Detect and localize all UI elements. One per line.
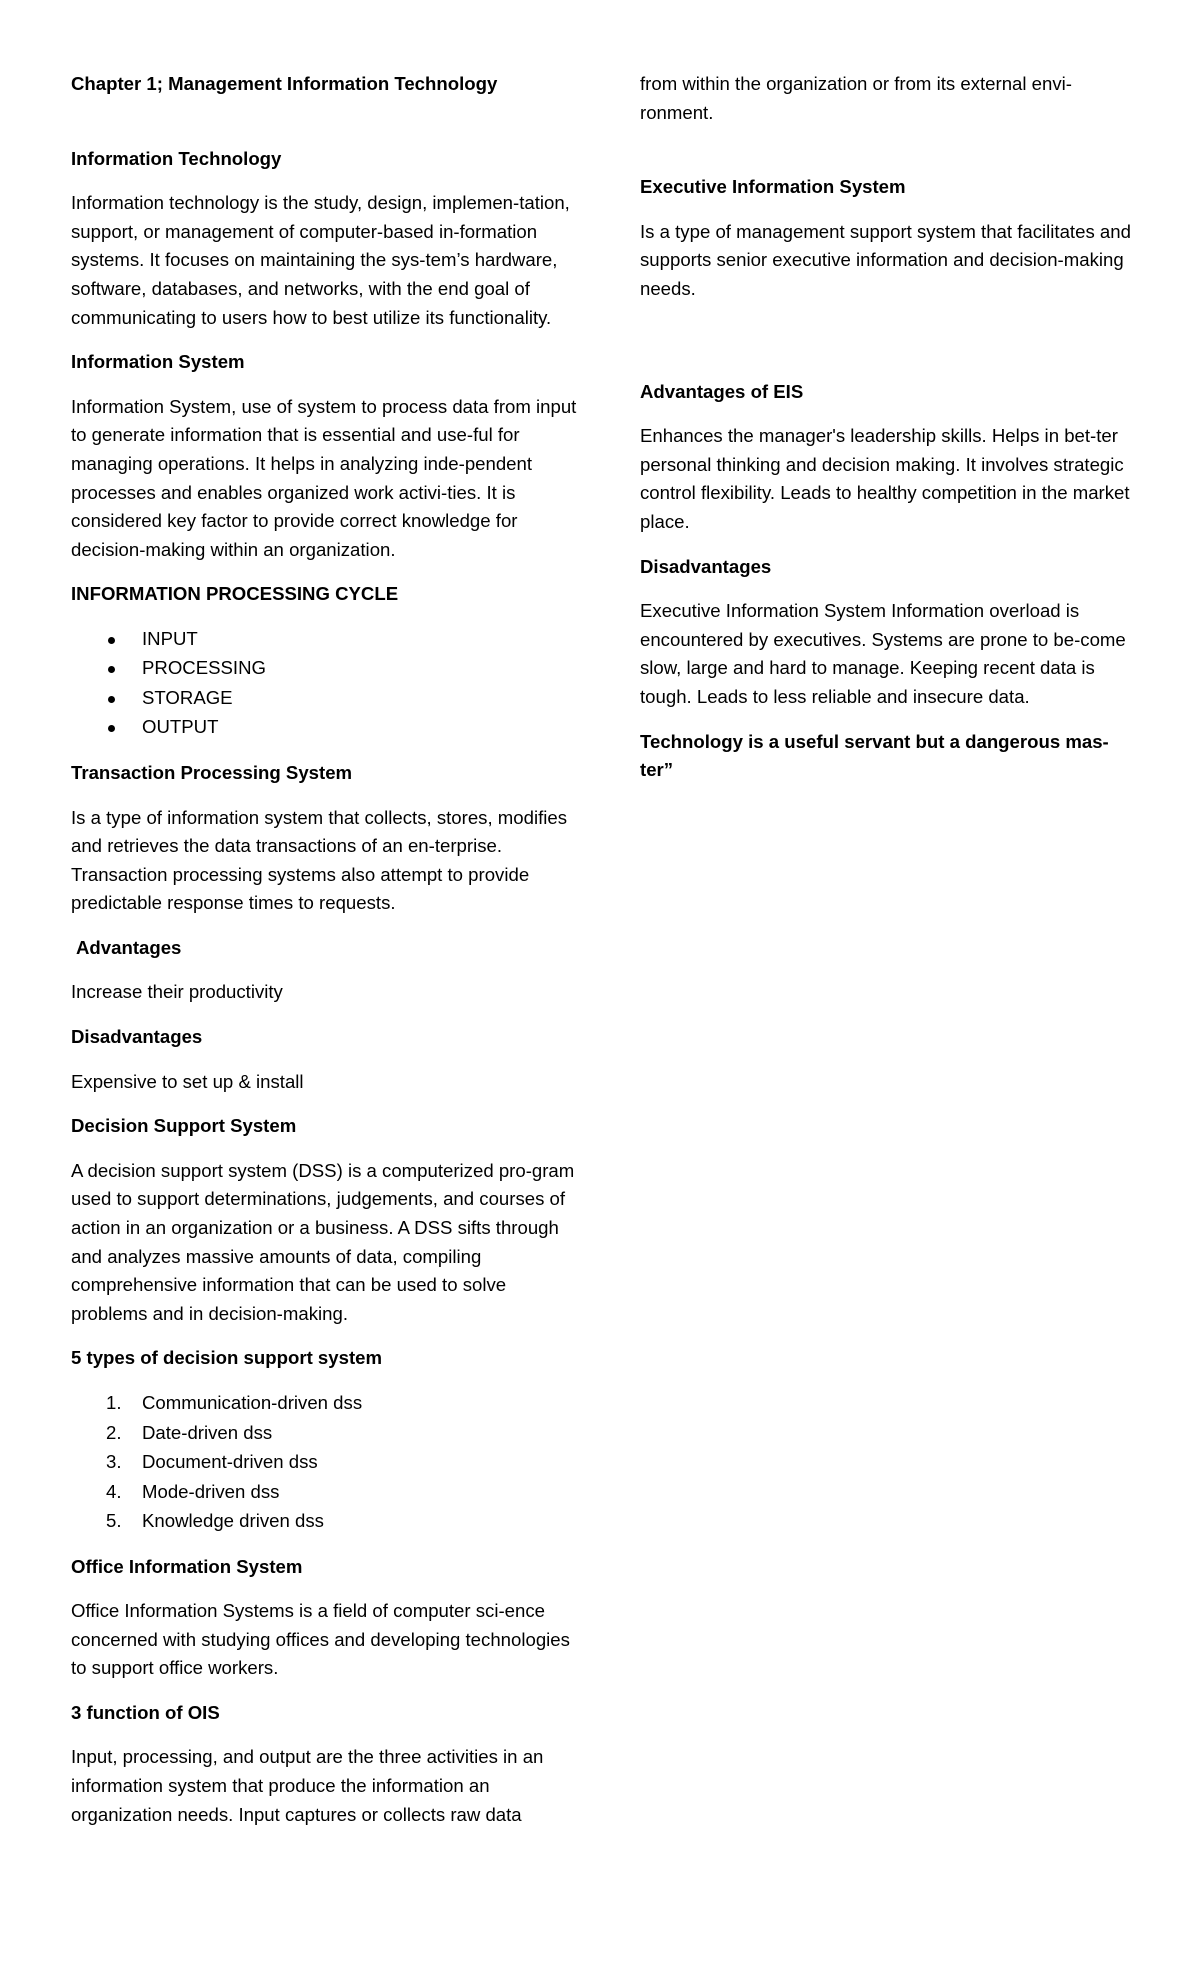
list-label: Date-driven dss bbox=[142, 1421, 273, 1443]
list-item bbox=[71, 1478, 581, 1508]
eis-paragraph: Is a type of management support system that facilitates and supports senior executive information and decision-making needs. bbox=[640, 220, 1131, 299]
list-item bbox=[71, 1419, 581, 1449]
is-paragraph: Information System, use of system to process data from input to generate information that is essential and use-ful for managing operations. It helps in analyzing inde-pendent processes and enables organized work activi-ties. It is considered key factor to provide correct knowledge for decision-making within an organization. bbox=[71, 395, 577, 560]
ipc-list bbox=[71, 625, 581, 743]
left-column bbox=[71, 70, 581, 1845]
ois-heading: Office Information System bbox=[71, 1555, 303, 1577]
eis-advantages-paragraph: Enhances the manager's leadership skills. Helps in bet-ter personal thinking and decision making. It involves strategic control flexibility. Leads to healthy competition in the market place. bbox=[640, 425, 1130, 532]
dss-types-heading: 5 types of decision support system bbox=[71, 1347, 383, 1369]
list-label: Knowledge driven dss bbox=[142, 1510, 324, 1531]
tps-disadvantages-text: Expensive to set up & install bbox=[71, 1070, 304, 1092]
list-item bbox=[71, 1389, 581, 1419]
list-label: Communication-driven dss bbox=[142, 1392, 363, 1413]
tps-advantages-heading: Advantages bbox=[76, 936, 182, 958]
list-label: Document-driven dss bbox=[142, 1451, 318, 1472]
eis-advantages-heading: Advantages of EIS bbox=[640, 380, 804, 402]
list-item bbox=[71, 1507, 581, 1537]
it-heading: Information Technology bbox=[71, 147, 282, 169]
dss-heading: Decision Support System bbox=[71, 1115, 297, 1137]
eis-heading: Executive Information System bbox=[640, 176, 906, 198]
continuation-paragraph: from within the organization or from its external envi-ronment. bbox=[640, 73, 1072, 123]
dss-types-list bbox=[71, 1389, 581, 1537]
dss-paragraph: A decision support system (DSS) is a computerized pro-gram used to support determinations, judgements, and courses of action in an organization or a business. A DSS sifts through and analyzes massive amounts of data, compiling comprehensive information that can be used to solve problems and in decision-making. bbox=[71, 1159, 575, 1324]
ois-functions-heading: 3 function of OIS bbox=[71, 1701, 220, 1723]
list-item: INPUT bbox=[71, 625, 581, 655]
tps-paragraph: Is a type of information system that collects, stores, modifies and retrieves the data transactions of an en-terprise. Transaction processing systems also attempt to provide predictable response times to requests. bbox=[71, 806, 568, 914]
ois-functions-paragraph: Input, processing, and output are the three activities in an information system that produce the information an organization needs. Input captures or collects raw data bbox=[71, 1746, 544, 1825]
right-column bbox=[640, 70, 1140, 801]
list-item: OUTPUT bbox=[71, 713, 581, 743]
list-number: 5. bbox=[106, 1510, 122, 1531]
eis-disadvantages-paragraph: Executive Information System Information overload is encountered by executives. Systems are prone to be-come slow, large and hard to manage. Keeping recent data is tough. Leads to less reliable and insecure data. bbox=[640, 600, 1126, 707]
closing-quote: Technology is a useful servant but a dangerous mas-ter” bbox=[640, 730, 1109, 781]
ois-paragraph: Office Information Systems is a field of computer sci-ence concerned with studying offices and developing technologies to support office workers. bbox=[71, 1600, 570, 1679]
eis-disadvantages-heading: Disadvantages bbox=[640, 555, 772, 577]
list-item: PROCESSING bbox=[71, 654, 581, 684]
list-number: 2. bbox=[106, 1421, 122, 1443]
list-number: 3. bbox=[106, 1451, 122, 1472]
tps-heading: Transaction Processing System bbox=[71, 761, 353, 783]
tps-advantages-text: Increase their productivity bbox=[71, 981, 283, 1003]
chapter-title: Chapter 1; Management Information Technology bbox=[71, 73, 498, 94]
list-label: Mode-driven dss bbox=[142, 1480, 280, 1502]
it-paragraph: Information technology is the study, design, implemen-tation, support, or management of computer-based in-formation systems. It focuses on maintaining the sys-tem’s hardware, software, databases, and networks, with the end goal of communicating to users how to best utilize its functionality. bbox=[71, 192, 570, 328]
list-number: 1. bbox=[106, 1392, 122, 1413]
list-item: STORAGE bbox=[71, 684, 581, 714]
tps-disadvantages-heading: Disadvantages bbox=[71, 1026, 203, 1048]
list-item bbox=[71, 1448, 581, 1478]
list-number: 4. bbox=[106, 1480, 122, 1502]
is-heading: Information System bbox=[71, 351, 245, 373]
ipc-heading: INFORMATION PROCESSING CYCLE bbox=[71, 583, 399, 605]
